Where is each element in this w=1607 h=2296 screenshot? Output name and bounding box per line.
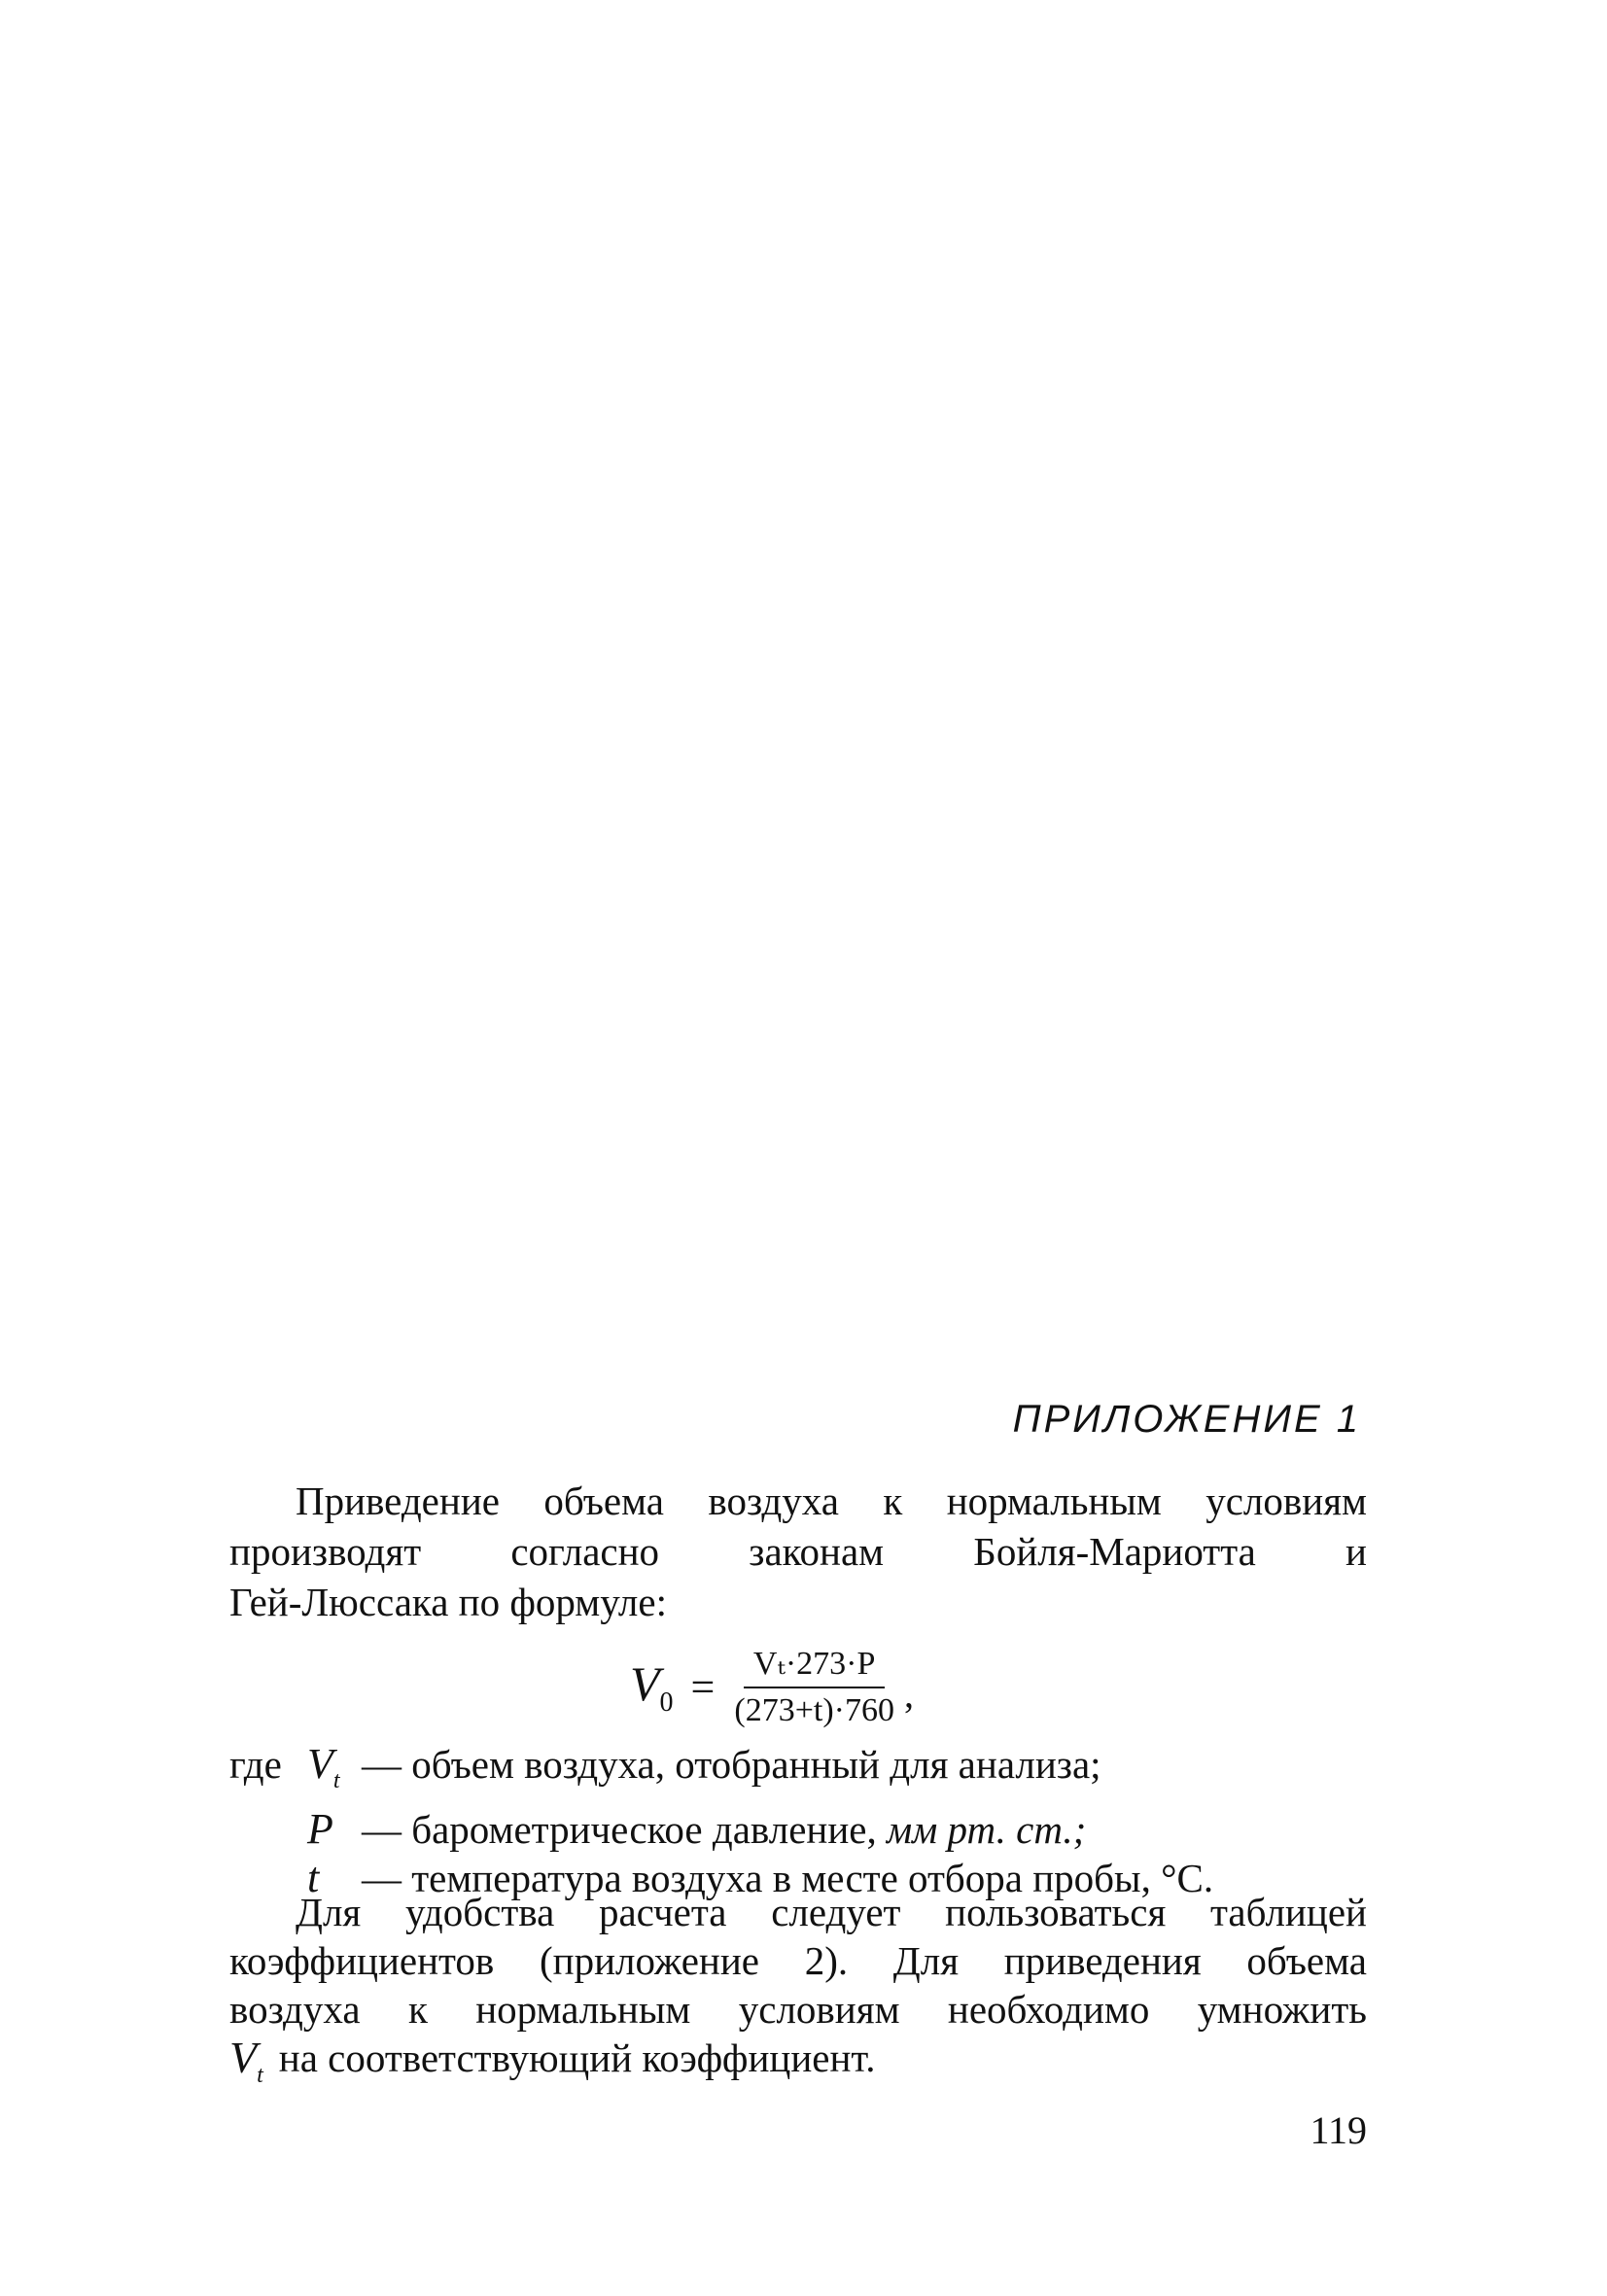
text-line: производят согласно законам Бойля-Мариотта и — [229, 1529, 1367, 1574]
appendix-heading: ПРИЛОЖЕНИЕ 1 — [1012, 1398, 1361, 1441]
pressure-unit: мм рт. ст.; — [886, 1806, 1087, 1852]
definition-symbol: t — [307, 1853, 320, 1901]
paragraph-instructions — [229, 1888, 1367, 2100]
page-number: 119 — [1310, 2108, 1367, 2152]
formula-fraction — [724, 1644, 904, 1729]
variable-definitions — [229, 1740, 1367, 1902]
text-line: Для удобства расчета следует пользоваться таблицей — [296, 1890, 1367, 1934]
formula-comma: , — [903, 1672, 914, 1716]
text-line: воздуха к нормальным условиям необходимо умножить — [229, 1987, 1367, 2032]
formula-lhs: $V_0$ — [630, 1655, 674, 1718]
formula-equals: = — [690, 1662, 716, 1711]
text-line: Гей-Люссака по формуле: — [229, 1580, 667, 1624]
definition-row: t — температура воздуха в месте отбора пробы, °С. — [307, 1853, 1214, 1901]
definition-symbol: $V_t$ — [307, 1740, 340, 1793]
formula-denominator: (273+t)·760 — [734, 1692, 894, 1728]
volume-symbol: $V_t$ — [229, 2033, 263, 2089]
paragraph-intro — [229, 1476, 1367, 1627]
definition-symbol: P — [307, 1804, 333, 1853]
text-line: Приведение объема воздуха к нормальным условиям — [296, 1478, 1367, 1523]
definition-row: P — барометрическое давление, мм рт. ст.; — [307, 1804, 1087, 1853]
formula-numerator: Vₜ·273·P — [744, 1644, 886, 1688]
definition-row: где $V_t$ — объем воздуха, отобранный для анализа; — [229, 1740, 1367, 1805]
text-line: коэффициентов (приложение 2). Для приведения объема — [229, 1938, 1367, 1983]
text-line: $V_t$ на соответствующий коэффициент. — [229, 2034, 1367, 2100]
volume-formula — [630, 1633, 1019, 1740]
